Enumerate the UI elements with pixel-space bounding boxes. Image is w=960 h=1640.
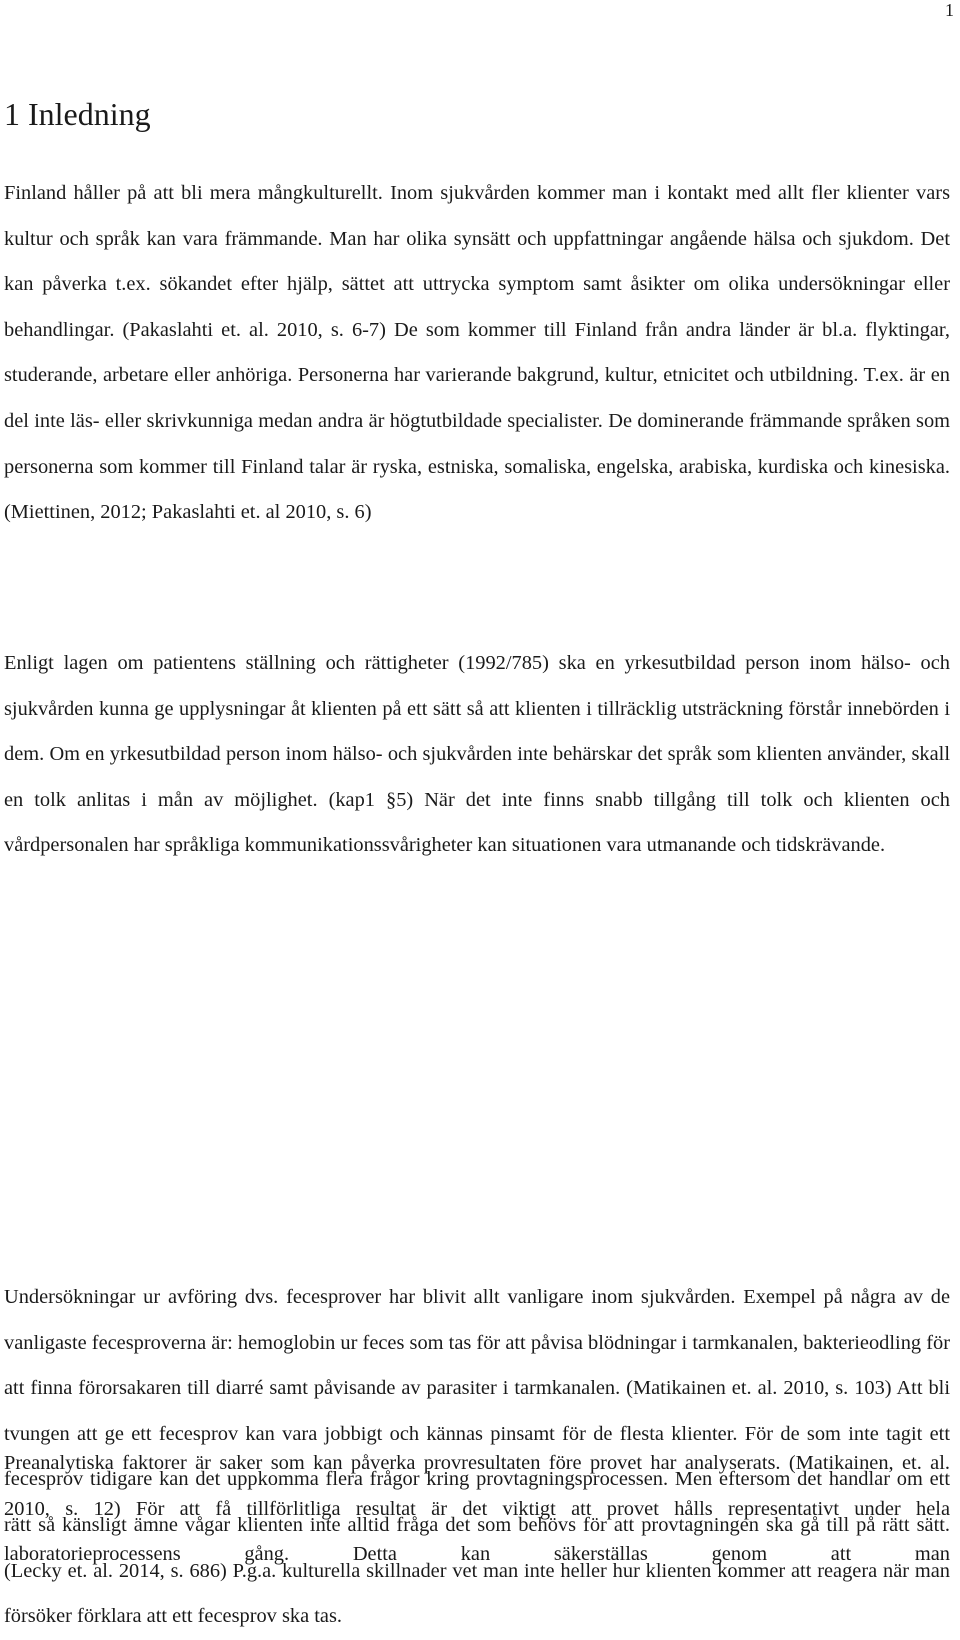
paragraph-fecal-samples: Undersökningar ur avföring dvs. fecesprover har blivit allt vanligare inom sjukvården. Exempel på några av de vanligaste fecesproverna är: hemoglobin ur feces som tas för att påvisa blödningar i tarmkanalen, bakterieodling för att finna förorsakaren till diarré samt påvisande av parasiter i tarmkanalen. (Matikainen et. al. 2010, s. 103) Att bli tvungen att ge ett fecesprov kan vara jobbigt och kännas pinsamt för de flesta klienter. För de som inte tagit ett fecesprov tidigare kan det uppkomma flera frågor kring provtagningsprocessen. Men eftersom det handlar om ett rätt så känsligt ämne vågar klienten inte alltid fråga det som behövs för att provtagningen ska gå till på rätt sätt. (Lecky et. al. 2014, s. 686) P.g.a. kulturella skillnader vet man inte heller hur klienten kommer att reagera när man försöker förklara att ett fecesprov ska tas. (4, 1286, 950, 1628)
chapter-heading: 1 Inledning (4, 96, 151, 132)
paragraph-intro-multiculturalism: Finland håller på att bli mera mångkulturellt. Inom sjukvården kommer man i kontakt med allt fler klienter vars kultur och språk kan vara främmande. Man har olika synsätt och uppfattningar angående hälsa och sjukdom. Det kan påverka t.ex. sökandet efter hjälp, sättet att uttrycka symptom samt åsikter om olika undersökningar eller behandlingar. (Pakaslahti et. al. 2010, s. 6-7) De som kommer till Finland från andra länder är bl.a. flyktingar, studerande, arbetare eller anhöriga. Personerna har varierande bakgrund, kultur, etnicitet och utbildning. T.ex. är en del inte läs- eller skrivkunniga medan andra är högtutbildade specialister. De dominerande främmande språken som personerna som kommer till Finland talar är ryska, estniska, somaliska, engelska, arabiska, kurdiska och kinesiska. (Miettinen, 2012; Pakaslahti et. al 2010, s. 6) (4, 182, 950, 524)
paragraph-preanalytical-factors: Preanalytiska faktorer är saker som kan påverka provresultaten före provet har analyserats. (Matikainen, et. al. 2010, s. 12) För att få tillförlitliga resultat är det viktigt att provet hålls representativt under hela laboratorieprocessens gång. Detta kan säkerställas genom att man (4, 1452, 950, 1566)
page-number: 1 (945, 0, 954, 20)
paragraph-patient-rights-law: Enligt lagen om patientens ställning och rättigheter (1992/785) ska en yrkesutbildad person inom hälso- och sjukvården kunna ge upplysningar åt klienten på ett sätt så att klienten i tillräcklig utsträckning förstår innebörden i dem. Om en yrkesutbildad person inom hälso- och sjukvården inte behärskar det språk som klienten använder, skall en tolk anlitas i mån av möjlighet. (kap1 §5) När det inte finns snabb tillgång till tolk och klienten och vårdpersonalen har språkliga kommunikationssvårigheter kan situationen vara utmanande och tidskrävande. (4, 652, 950, 857)
